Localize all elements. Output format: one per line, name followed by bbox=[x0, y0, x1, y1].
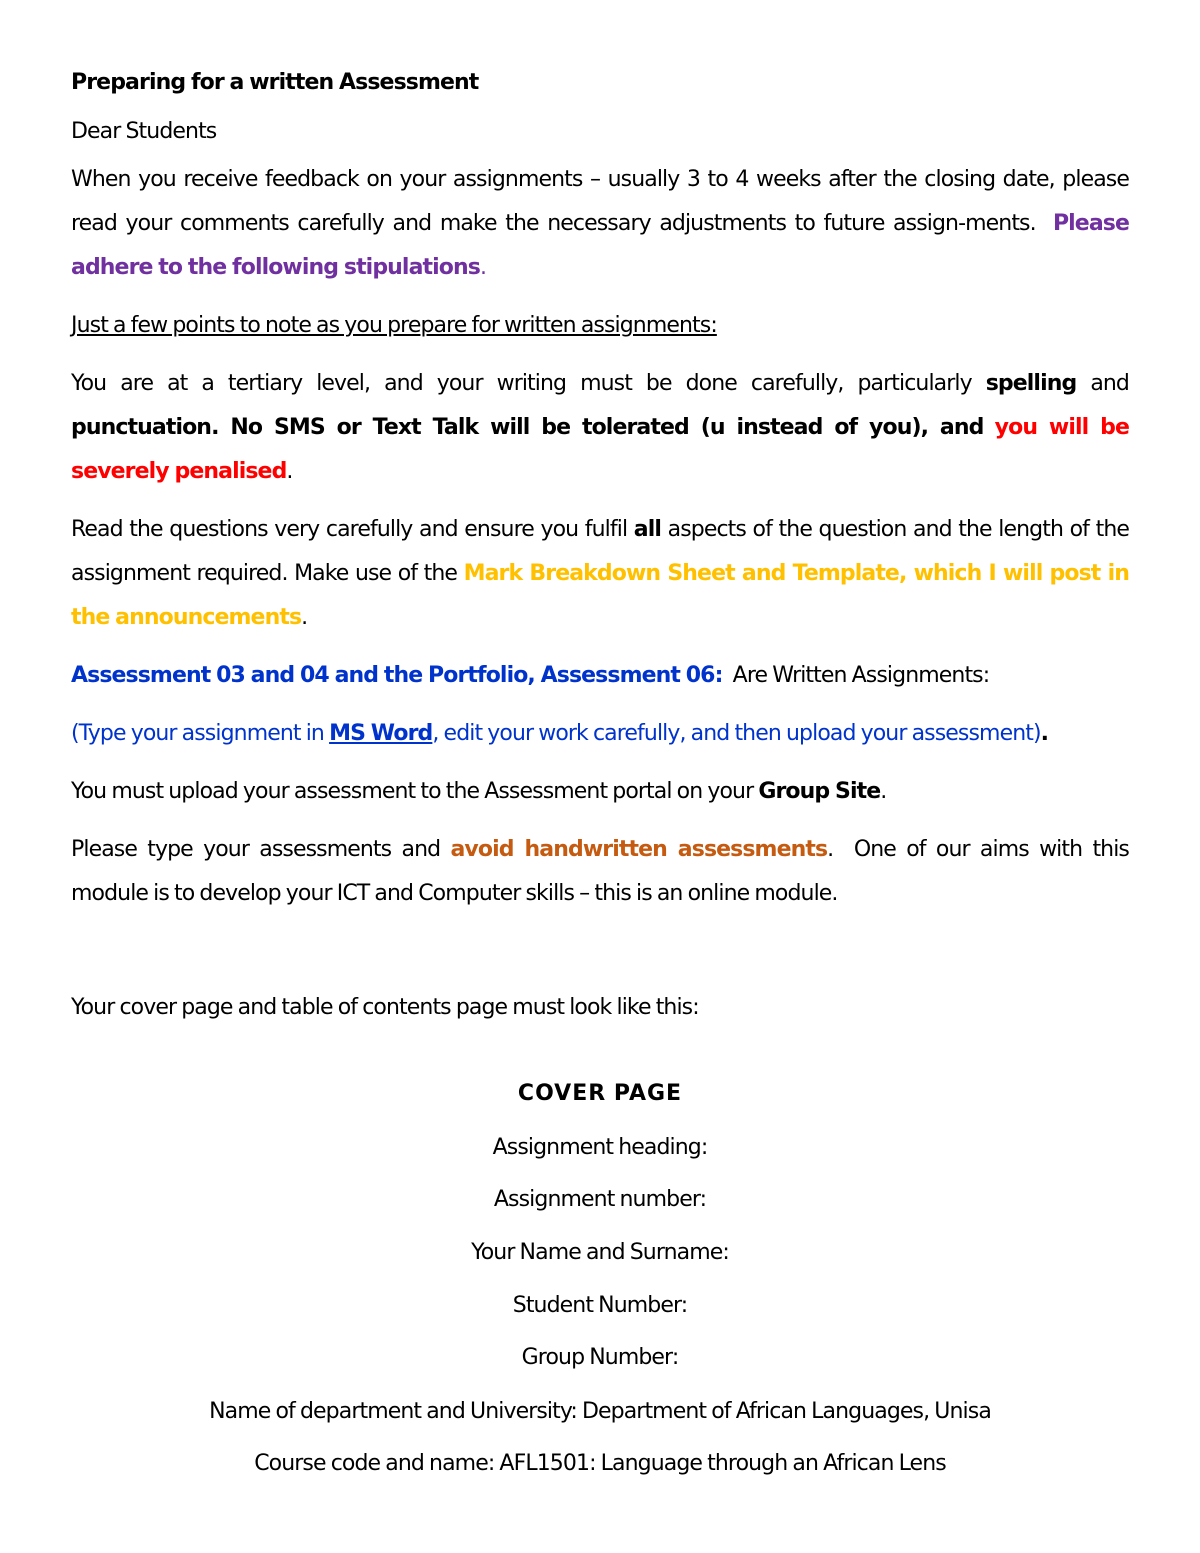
document-body bbox=[71, 70, 1129, 1030]
cover-line-assignment-number: Assignment number: bbox=[493, 1187, 707, 1212]
spelling-text: spelling bbox=[985, 371, 1077, 396]
upload-text: You must upload your assessment to the Assessment portal on your bbox=[71, 779, 754, 804]
handwritten-text-2: One of our aims with this module is to develop your ICT and Computer skills – this is an online module. bbox=[71, 837, 1129, 906]
level-text: You are at a tertiary level, and your writing must be done carefully, particularly bbox=[71, 371, 972, 396]
cover-line-assignment-heading: Assignment heading: bbox=[492, 1135, 708, 1160]
document-title: Preparing for a written Assessment bbox=[71, 70, 479, 95]
cover-page-heading: COVER PAGE bbox=[517, 1081, 683, 1106]
feedback-text: When you receive feedback on your assignments – usually 3 to 4 weeks after the closing date, please read your comments carefully and make the necessary adjustments to future assign-ments. bbox=[71, 167, 1129, 236]
handwritten-paragraph: Please type your assessments and avoid handwritten assessments. One of our aims with this module is to develop your ICT and Computer skills – this is an online module. bbox=[71, 837, 1129, 906]
feedback-paragraph: When you receive feedback on your assignments – usually 3 to 4 weeks after the closing date, please read your comments carefully and make the necessary adjustments to future assign-ments. Please adhere to the following stipulations. bbox=[71, 167, 1129, 280]
penalised-text: you will be severely penalised bbox=[71, 415, 1129, 484]
written-assessments-label: Assessment 03 and 04 and the Portfolio, Assessment 06: bbox=[71, 663, 723, 688]
cover-line-group-number: Group Number: bbox=[521, 1345, 679, 1370]
handwritten-text: Please type your assessments and bbox=[71, 837, 441, 862]
level-and-text: and bbox=[1090, 371, 1130, 396]
questions-text: Read the questions very carefully and ensure you fulfil bbox=[71, 517, 628, 542]
cover-line-name-surname: Your Name and Surname: bbox=[471, 1240, 729, 1265]
mark-breakdown-text: Mark Breakdown Sheet and Template, which I will post in the announcements bbox=[71, 561, 1130, 630]
questions-paragraph: Read the questions very carefully and ensure you fulfil all aspects of the question and the length of the assignment required. Make use of the Mark Breakdown Sheet and Template, which I will post in the announcements. bbox=[71, 517, 1130, 630]
cover-line-student-number: Student Number: bbox=[512, 1293, 688, 1318]
written-assessments-text: Are Written Assignments: bbox=[732, 663, 990, 688]
written-assessments-paragraph bbox=[71, 654, 1129, 698]
tertiary-level-paragraph: You are at a tertiary level, and your writing must be done carefully, particularly spelling and punctuation. No SMS or Text Talk will be tolerated (u instead of you), and you will be severely penalised. bbox=[71, 371, 1130, 484]
type-instructions-paragraph: (Type your assignment in MS Word, edit your work carefully, and then upload your assessment). bbox=[71, 721, 1049, 746]
type-close-text: , edit your work carefully, and then upload your assessment) bbox=[432, 721, 1041, 746]
punctuation-text: punctuation. No SMS or Text Talk will be tolerated (u instead of you), and bbox=[71, 415, 984, 440]
cover-line-department: Name of department and University: Department of African Languages, Unisa bbox=[209, 1399, 991, 1424]
salutation: Dear Students bbox=[71, 119, 217, 144]
type-open-text: (Type your assignment in bbox=[71, 721, 324, 746]
points-heading: Just a few points to note as you prepare for written assignments: bbox=[71, 313, 717, 338]
questions-all-text: all bbox=[633, 517, 662, 542]
ms-word-link[interactable]: MS Word bbox=[329, 721, 433, 746]
stipulations-text: Please adhere to the following stipulations bbox=[71, 211, 1129, 280]
upload-paragraph: You must upload your assessment to the Assessment portal on your Group Site. bbox=[71, 779, 887, 804]
questions-text-2: aspects of the question and the length of the assignment required. Make use of the bbox=[71, 517, 1130, 586]
cover-intro: Your cover page and table of contents page must look like this: bbox=[71, 995, 699, 1020]
group-site-text: Group Site bbox=[758, 779, 881, 804]
cover-line-course: Course code and name: AFL1501: Language through an African Lens bbox=[254, 1451, 946, 1476]
avoid-handwritten-text: avoid handwritten assessments bbox=[450, 837, 828, 862]
